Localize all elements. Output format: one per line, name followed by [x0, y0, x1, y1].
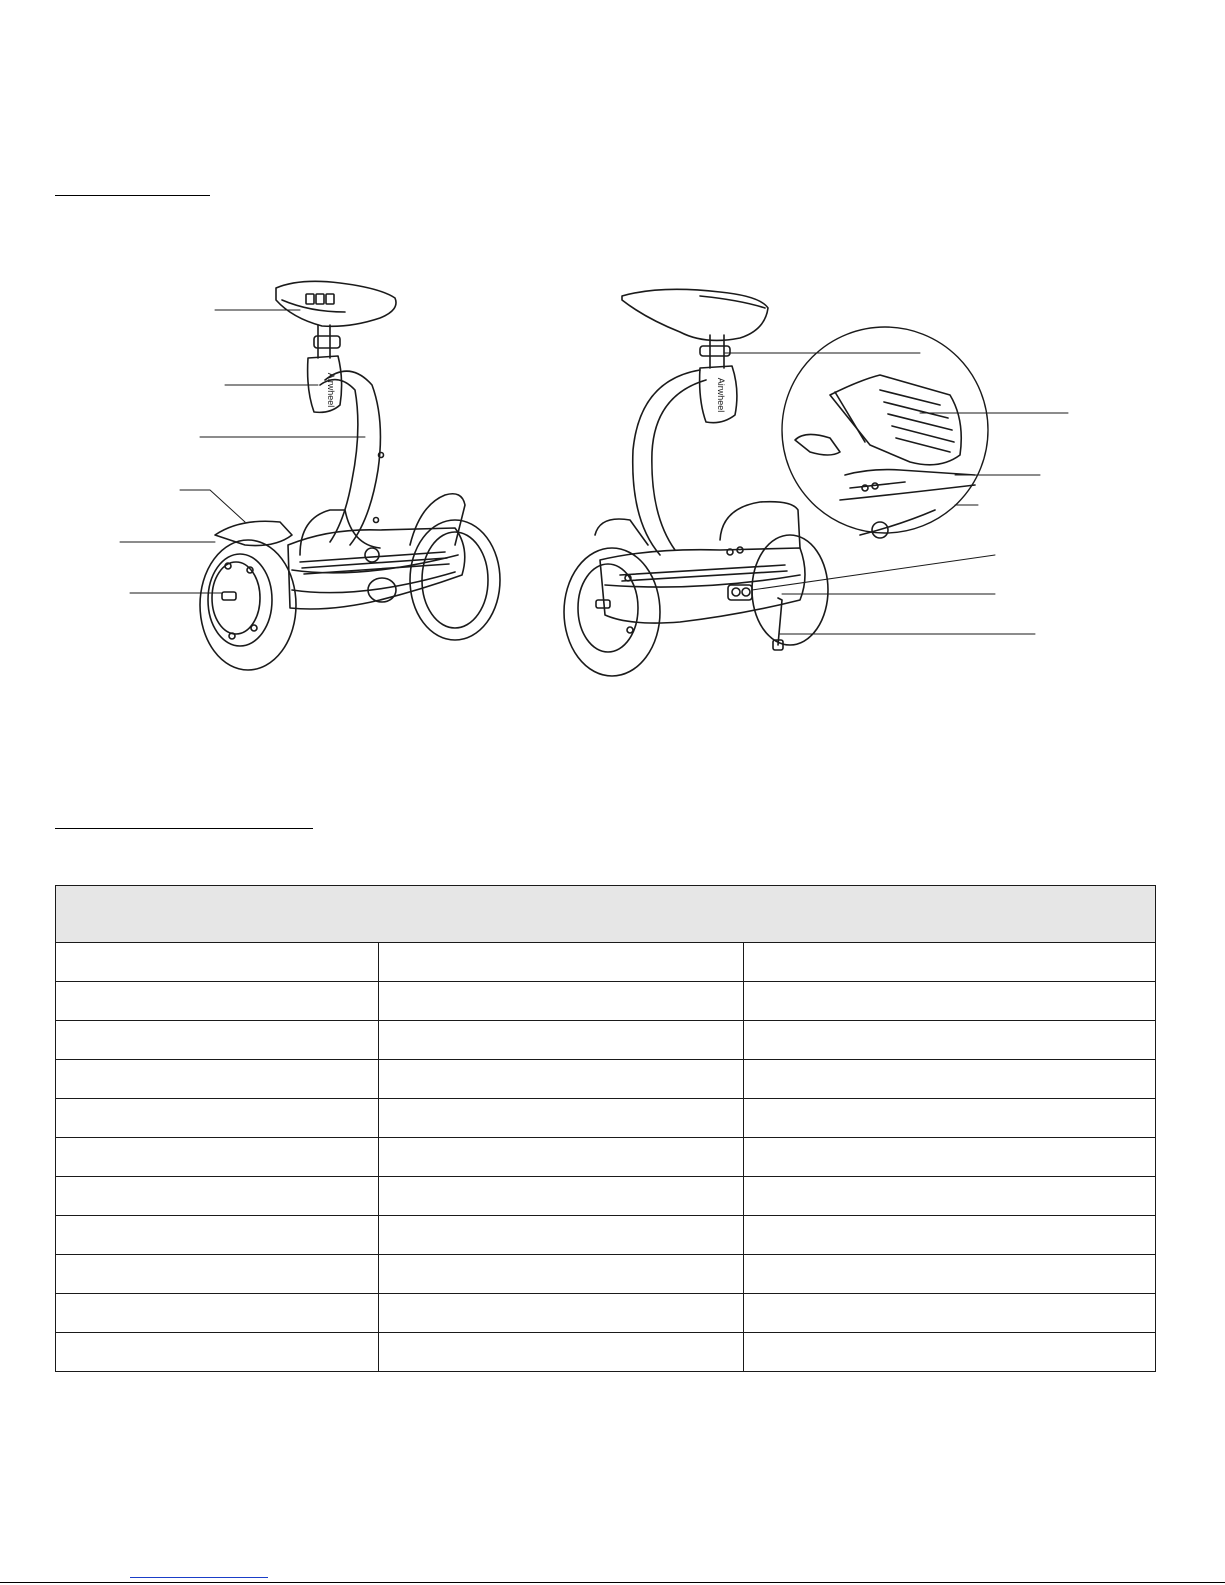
spec-cell: [744, 1333, 1156, 1372]
table-row: [56, 1294, 1156, 1333]
spec-cell: [56, 1216, 379, 1255]
table-row: [56, 1177, 1156, 1216]
detail-inset: [795, 375, 975, 538]
table-row: [56, 982, 1156, 1021]
spec-cell: [744, 943, 1156, 982]
spec-table-header: [56, 886, 1156, 943]
spec-cell: [56, 1060, 379, 1099]
table-row: [56, 1255, 1156, 1294]
scooter-front-view: [120, 281, 500, 670]
spec-cell: [56, 1099, 379, 1138]
spec-cell: [379, 1216, 744, 1255]
spec-cell: [56, 943, 379, 982]
brand-logo-text-rear: Airwheel: [716, 377, 726, 413]
spec-cell: [744, 1099, 1156, 1138]
spec-cell: [379, 1099, 744, 1138]
table-row: [56, 943, 1156, 982]
spec-cell: [56, 1294, 379, 1333]
spec-cell: [744, 1255, 1156, 1294]
spec-cell: [744, 1138, 1156, 1177]
spec-cell: [379, 982, 744, 1021]
spec-cell: [56, 1138, 379, 1177]
spec-heading-underline: [55, 828, 313, 829]
table-row: [56, 1216, 1156, 1255]
spec-cell: [744, 1060, 1156, 1099]
spec-cell: [379, 1060, 744, 1099]
spec-cell: [56, 1021, 379, 1060]
spec-cell: [379, 1177, 744, 1216]
spec-cell: [56, 1333, 379, 1372]
spec-cell: [744, 1216, 1156, 1255]
spec-cell: [744, 1021, 1156, 1060]
spec-cell: [379, 1333, 744, 1372]
product-illustrations: [0, 0, 1225, 760]
table-row: [56, 1138, 1156, 1177]
spec-cell: [379, 1021, 744, 1060]
spec-cell: [744, 1294, 1156, 1333]
spec-table: [55, 885, 1156, 1372]
footer-rule: [0, 1582, 1225, 1583]
brand-logo-text: Airwheel: [326, 372, 336, 408]
spec-cell: [379, 943, 744, 982]
spec-cell: [56, 1255, 379, 1294]
spec-table-header-row: [56, 886, 1156, 943]
spec-cell: [379, 1294, 744, 1333]
table-row: [56, 1021, 1156, 1060]
spec-cell: [56, 982, 379, 1021]
scooter-rear-view: [564, 289, 1068, 676]
spec-cell: [56, 1177, 379, 1216]
spec-cell: [744, 982, 1156, 1021]
table-row: [56, 1333, 1156, 1372]
spec-cell: [379, 1255, 744, 1294]
table-row: [56, 1099, 1156, 1138]
table-row: [56, 1060, 1156, 1099]
spec-cell: [379, 1138, 744, 1177]
footer-link[interactable]: [130, 1577, 268, 1578]
spec-cell: [744, 1177, 1156, 1216]
